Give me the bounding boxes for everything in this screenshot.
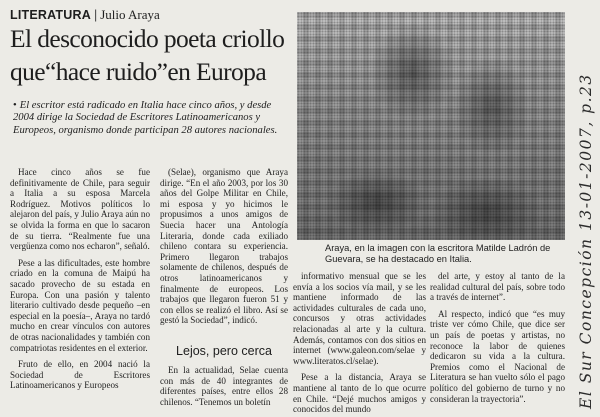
headline-line-1: El desconocido poeta criollo — [10, 24, 285, 53]
paragraph: Pese a las dificultades, este hombre criado en la comuna de Maipú ha sacado provecho de su estada en Europa. Con una pasión y talento literario cultivado desde pequeño –en especial en la poesía–, Araya no tardó mucho en crear vínculos con autores de otras nacionalidades y también con compatriotas residentes en el exterior. — [10, 257, 150, 353]
paragraph: En la actualidad, Selae cuenta con más de 40 integrantes de diferentes países, entre ellos 28 chilenos. “Tenemos un boletín — [160, 365, 288, 407]
deck-bullet: • — [13, 100, 17, 111]
paragraph: del arte, y estoy al tanto de la realidad cultural del país, sobre todo a través de internet”. — [430, 271, 565, 303]
paragraph: Hace cinco años se fue definitivamente de Chile, para seguir a Italia a su esposa Marcela Rodríguez. Motivos políticos lo alejaron del país, y Julio Araya aún no se olvida la forma en que lo sacaron de su tierra. “Realmente fue una vergüenza como nos echaron”, señaló. — [10, 167, 150, 252]
body-column-1 — [10, 167, 150, 415]
body-column-3 — [293, 271, 426, 415]
body-column-4 — [430, 271, 565, 415]
paragraph: Fruto de ello, en 2004 nació la Sociedad de Escritores Latinoamericanos y Europeos — [10, 359, 150, 391]
section-label: LITERATURA — [10, 8, 91, 22]
subhead: Lejos, pero cerca — [176, 344, 272, 358]
body-column-2-continued — [160, 365, 288, 415]
headline — [10, 22, 292, 90]
kicker-separator: | — [93, 8, 98, 22]
paragraph: informativo mensual que se les envía a los socios vía mail, y se les mantiene informado de las actividades culturales de cada uno, concursos y otras actividades relacionadas al arte y la cultura. Además, contamos con dos sitios en internet (www.galeon.com/selae y www.literatos.cl/selae). — [293, 271, 426, 366]
handwritten-note-text: El Sur Concepción 13-01-2007, p.23 — [577, 73, 595, 409]
news-photo — [297, 12, 565, 240]
paragraph: (Selae), organismo que Araya dirige. “En el año 2003, por los 30 años del Golpe Militar en Chile, mi esposa y yo hicimos le propusimos a unos amigos de Suecia hacer una Antología Literaria, donde cada exiliado chileno contara su experiencia. Primero llegaron trabajos solamente de chilenos, después de otros latinoamericanos y finalmente de europeos. Los trabajos que llegaron fueron 51 y con ellos se realizó el libro. Así se gestó la Sociedad”, indicó. — [160, 167, 288, 326]
photo-caption: Araya, en la imagen con la escritora Matilde Ladrón de Guevara, se ha destacado en Italia. — [325, 243, 551, 265]
deck-text: El escritor está radicado en Italia hace cinco años, y desde 2004 dirige la Sociedad de Escritores Latinoamericanos y Europeos, organismo donde participan 28 autores nacionales. — [13, 100, 278, 136]
paragraph: Al respecto, indicó que “es muy triste ver cómo Chile, que dice ser un país de poetas y artistas, no reconoce la labor de quienes dedicaron su vida a la cultura. Premios como el Nacional de Literatura se han vuelto sólo el pago político del gobierno de turno y no consideran la trayectoria”. — [430, 308, 565, 404]
photo-halftone-screen — [297, 12, 565, 240]
section-kicker — [10, 7, 290, 23]
deck — [13, 100, 295, 162]
paragraph: Pese a la distancia, Araya se mantiene al tanto de lo que ocurre en Chile. “Dejé muchos amigos y conocidos del mundo — [293, 372, 426, 415]
body-column-2 — [160, 167, 288, 334]
author-name: Julio Araya — [100, 7, 160, 22]
headline-line-2: que“hace ruido”en Europa — [10, 57, 267, 86]
handwritten-source-note — [574, 6, 596, 411]
